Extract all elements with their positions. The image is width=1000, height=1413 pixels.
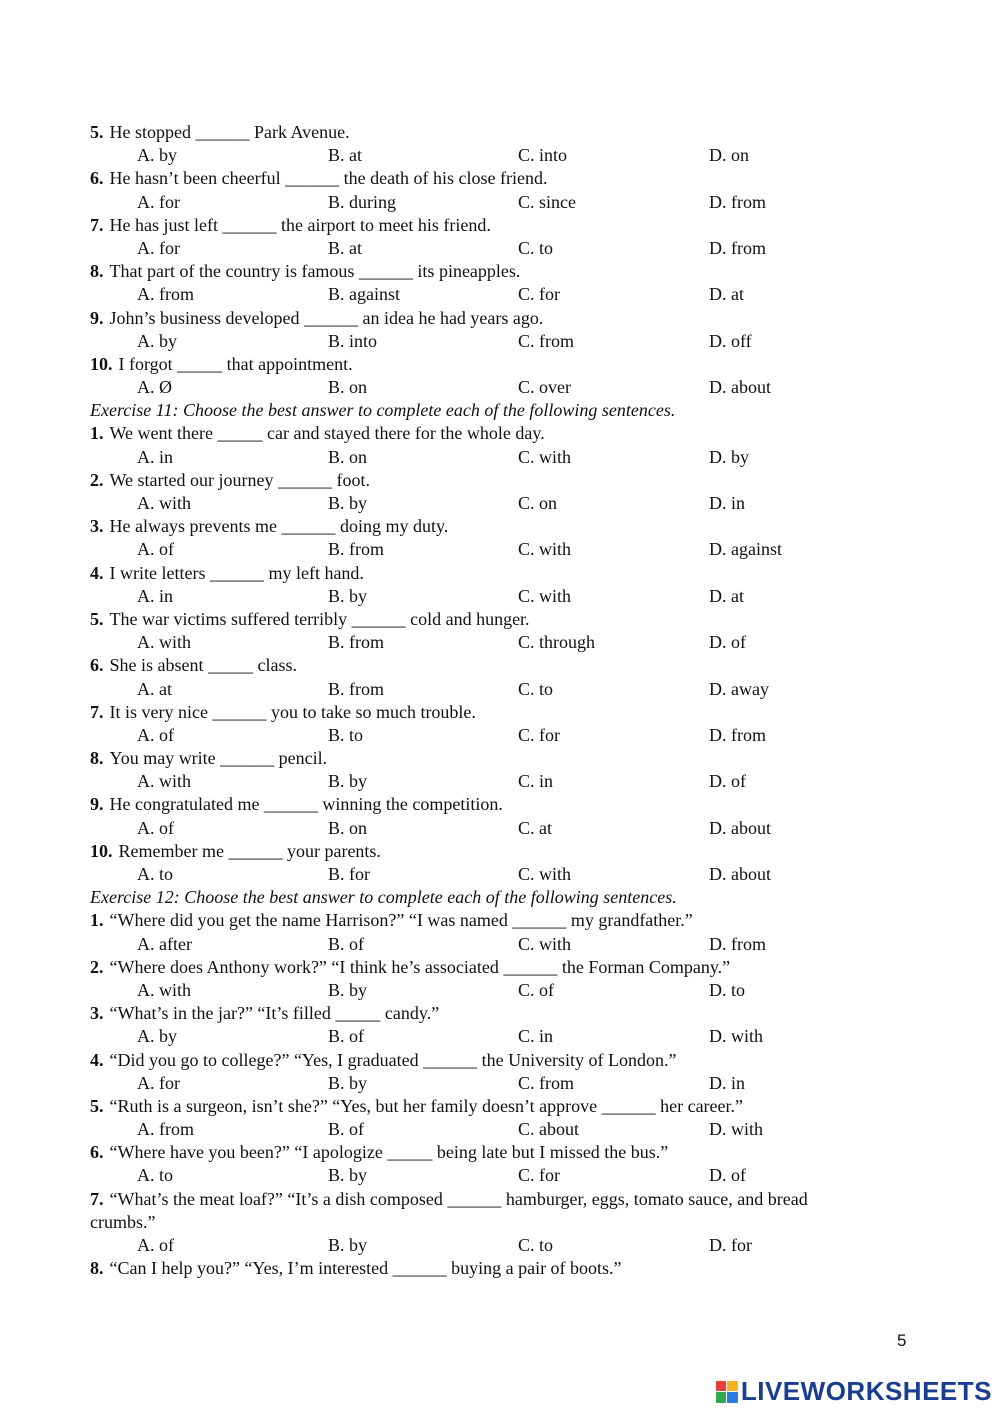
question-number: 5. bbox=[90, 608, 104, 629]
question-text: John’s business developed ______ an idea he had years ago. bbox=[109, 307, 544, 328]
answer-options bbox=[90, 237, 920, 260]
answer-options bbox=[90, 538, 920, 561]
option-a[interactable]: A. of bbox=[137, 539, 174, 560]
option-c[interactable]: C. into bbox=[518, 145, 568, 166]
question-text: You may write ______ pencil. bbox=[109, 748, 328, 769]
option-c[interactable]: C. with bbox=[518, 933, 572, 954]
option-d[interactable]: D. away bbox=[709, 678, 769, 699]
question-number: 1. bbox=[90, 423, 104, 444]
option-a[interactable]: A. with bbox=[137, 771, 191, 792]
option-b[interactable]: B. of bbox=[328, 1119, 364, 1140]
option-b[interactable]: B. by bbox=[328, 771, 368, 792]
question-number: 8. bbox=[90, 261, 104, 282]
option-c[interactable]: C. in bbox=[518, 1026, 554, 1047]
question bbox=[90, 1141, 920, 1164]
question-text: We went there _____ car and stayed there for the whole day. bbox=[109, 423, 545, 444]
answer-options bbox=[90, 1234, 920, 1257]
option-c[interactable]: C. over bbox=[518, 377, 571, 398]
question-number: 9. bbox=[90, 794, 104, 815]
question-number: 10. bbox=[90, 353, 113, 374]
option-c[interactable]: C. for bbox=[518, 284, 560, 305]
option-a[interactable]: A. with bbox=[137, 979, 191, 1000]
option-b[interactable]: B. by bbox=[328, 585, 368, 606]
answer-options bbox=[90, 770, 920, 793]
question-number: 5. bbox=[90, 122, 104, 142]
option-d[interactable]: D. at bbox=[709, 284, 744, 305]
answer-options bbox=[90, 492, 920, 515]
option-a[interactable]: A. in bbox=[137, 585, 173, 606]
option-b[interactable]: B. from bbox=[328, 632, 384, 653]
question bbox=[90, 1188, 920, 1211]
option-c[interactable]: C. with bbox=[518, 864, 572, 884]
question-text: She is absent _____ class. bbox=[109, 655, 297, 676]
question-number: 5. bbox=[90, 1095, 104, 1116]
answer-options bbox=[90, 376, 920, 399]
question bbox=[90, 1049, 920, 1072]
option-a[interactable]: A. for bbox=[137, 1072, 180, 1093]
page-number: 5 bbox=[897, 1331, 907, 1350]
option-a[interactable]: A. from bbox=[137, 1119, 194, 1140]
question-text: He hasn’t been cheerful ______ the death of his close friend. bbox=[109, 168, 548, 189]
option-a[interactable]: A. with bbox=[137, 493, 191, 513]
answer-options bbox=[90, 724, 920, 747]
answer-options bbox=[90, 933, 920, 956]
option-c[interactable]: C. for bbox=[518, 724, 560, 745]
option-d[interactable]: D. on bbox=[709, 145, 749, 166]
option-a[interactable]: A. of bbox=[137, 1235, 174, 1255]
question-number: 4. bbox=[90, 1049, 104, 1070]
question-text: I forgot _____ that appointment. bbox=[118, 353, 353, 374]
question-text: I write letters ______ my left hand. bbox=[109, 562, 364, 583]
option-d[interactable]: D. from bbox=[709, 724, 766, 745]
option-b[interactable]: B. by bbox=[328, 1235, 368, 1255]
question bbox=[90, 515, 920, 538]
option-d[interactable]: D. of bbox=[709, 632, 746, 653]
option-d[interactable]: D. about bbox=[709, 377, 771, 398]
question bbox=[90, 840, 920, 863]
option-b[interactable]: B. by bbox=[328, 979, 368, 1000]
option-d[interactable]: D. from bbox=[709, 237, 766, 258]
question-text-continued: crumbs.” bbox=[90, 1211, 156, 1232]
option-d[interactable]: D. from bbox=[709, 191, 766, 212]
question bbox=[90, 562, 920, 585]
option-b[interactable]: B. on bbox=[328, 377, 368, 398]
question-text: “Where does Anthony work?” “I think he’s associated ______ the Forman Company.” bbox=[109, 956, 731, 977]
question-number: 7. bbox=[90, 214, 104, 235]
option-b[interactable]: B. into bbox=[328, 330, 378, 351]
question bbox=[90, 1257, 920, 1280]
question-number: 7. bbox=[90, 1188, 104, 1209]
option-b[interactable]: B. from bbox=[328, 539, 384, 560]
option-b[interactable]: B. against bbox=[328, 284, 400, 305]
question bbox=[90, 701, 920, 724]
option-c[interactable]: C. to bbox=[518, 237, 554, 258]
question-text: The war victims suffered terribly ______ cold and hunger. bbox=[109, 608, 530, 629]
question bbox=[90, 214, 920, 237]
exercise-heading: Exercise 12: Choose the best answer to complete each of the following sentences. bbox=[90, 887, 677, 908]
option-c[interactable]: C. through bbox=[518, 632, 596, 653]
option-d[interactable]: D. off bbox=[709, 330, 752, 351]
question-text: That part of the country is famous ______ its pineapples. bbox=[109, 261, 521, 282]
question bbox=[90, 793, 920, 816]
option-c[interactable]: C. to bbox=[518, 678, 554, 699]
option-a[interactable]: A. after bbox=[137, 933, 192, 954]
answer-options bbox=[90, 191, 920, 214]
option-c[interactable]: C. about bbox=[518, 1119, 579, 1140]
exercise-heading: Exercise 11: Choose the best answer to complete each of the following sentences. bbox=[90, 400, 676, 421]
option-a[interactable]: A. in bbox=[137, 446, 173, 467]
option-a[interactable]: A. to bbox=[137, 1165, 173, 1186]
answer-options bbox=[90, 330, 920, 353]
option-c[interactable]: C. on bbox=[518, 493, 558, 513]
option-a[interactable]: A. with bbox=[137, 632, 191, 653]
answer-options bbox=[90, 678, 920, 701]
option-c[interactable]: C. since bbox=[518, 191, 576, 212]
question-text: He congratulated me ______ winning the competition. bbox=[109, 794, 503, 815]
question bbox=[90, 260, 920, 283]
question-number: 9. bbox=[90, 307, 104, 328]
question-text: “Where have you been?” “I apologize _____ being late but I missed the bus.” bbox=[109, 1142, 669, 1163]
question-number: 1. bbox=[90, 910, 104, 931]
question-number: 10. bbox=[90, 840, 113, 861]
option-c[interactable]: C. for bbox=[518, 1165, 560, 1186]
option-b[interactable]: B. to bbox=[328, 724, 364, 745]
answer-options bbox=[90, 1164, 920, 1187]
question-text: “Where did you get the name Harrison?” “I was named ______ my grandfather.” bbox=[109, 910, 693, 931]
question-number: 4. bbox=[90, 562, 104, 583]
option-d[interactable]: D. of bbox=[709, 1165, 746, 1186]
option-a[interactable]: A. of bbox=[137, 817, 174, 838]
question-text: He has just left ______ the airport to meet his friend. bbox=[109, 214, 491, 235]
option-d[interactable]: D. to bbox=[709, 979, 745, 1000]
option-c[interactable]: C. at bbox=[518, 817, 552, 838]
question-text: “What’s in the jar?” “It’s filled _____ candy.” bbox=[109, 1003, 440, 1024]
question bbox=[90, 422, 920, 445]
question-number: 2. bbox=[90, 956, 104, 977]
option-b[interactable]: B. from bbox=[328, 678, 384, 699]
option-b[interactable]: B. by bbox=[328, 493, 368, 513]
option-a[interactable]: A. at bbox=[137, 678, 172, 699]
option-b[interactable]: B. on bbox=[328, 817, 368, 838]
option-c[interactable]: C. from bbox=[518, 1072, 574, 1093]
question bbox=[90, 747, 920, 770]
answer-options bbox=[90, 585, 920, 608]
question bbox=[90, 1002, 920, 1025]
question-number: 6. bbox=[90, 168, 104, 189]
option-c[interactable]: C. with bbox=[518, 446, 572, 467]
option-a[interactable]: A. by bbox=[137, 145, 177, 166]
option-d[interactable]: D. by bbox=[709, 446, 749, 467]
question-text: “What’s the meat loaf?” “It’s a dish composed ______ hamburger, eggs, tomato sauce, and bread bbox=[109, 1188, 808, 1209]
option-a[interactable]: A. to bbox=[137, 864, 173, 884]
option-b[interactable]: B. of bbox=[328, 1026, 364, 1047]
option-d[interactable]: D. about bbox=[709, 817, 771, 838]
option-a[interactable]: A. for bbox=[137, 191, 180, 212]
liveworksheets-logo[interactable] bbox=[716, 1376, 992, 1407]
question-text: He stopped ______ Park Avenue. bbox=[109, 122, 350, 142]
answer-options bbox=[90, 979, 920, 1002]
option-b[interactable]: B. for bbox=[328, 864, 370, 884]
question-text: We started our journey ______ foot. bbox=[109, 469, 370, 490]
question-text: “Can I help you?” “Yes, I’m interested ______ buying a pair of boots.” bbox=[109, 1258, 622, 1279]
option-b[interactable]: B. by bbox=[328, 1072, 368, 1093]
answer-options bbox=[90, 283, 920, 306]
option-b[interactable]: B. at bbox=[328, 145, 362, 166]
question-text: He always prevents me ______ doing my duty. bbox=[109, 516, 449, 537]
question-number: 3. bbox=[90, 516, 104, 537]
question-text: Remember me ______ your parents. bbox=[118, 840, 381, 861]
question bbox=[90, 654, 920, 677]
worksheet-content bbox=[90, 121, 920, 1280]
option-c[interactable]: C. with bbox=[518, 585, 572, 606]
option-a[interactable]: A. Ø bbox=[137, 377, 172, 398]
question-number: 3. bbox=[90, 1003, 104, 1024]
option-a[interactable]: A. by bbox=[137, 330, 177, 351]
option-d[interactable]: D. for bbox=[709, 1235, 752, 1255]
answer-options bbox=[90, 1118, 920, 1141]
question bbox=[90, 353, 920, 376]
question-text: “Ruth is a surgeon, isn’t she?” “Yes, but her family doesn’t approve ______ her career.” bbox=[109, 1095, 744, 1116]
option-a[interactable]: A. by bbox=[137, 1026, 177, 1047]
option-d[interactable]: D. in bbox=[709, 493, 745, 513]
option-d[interactable]: D. about bbox=[709, 864, 771, 884]
option-d[interactable]: D. from bbox=[709, 933, 766, 954]
option-b[interactable]: B. of bbox=[328, 933, 364, 954]
question-text: “Did you go to college?” “Yes, I graduated ______ the University of London.” bbox=[109, 1049, 677, 1070]
question bbox=[90, 167, 920, 190]
question bbox=[90, 1095, 920, 1118]
option-d[interactable]: D. with bbox=[709, 1119, 763, 1140]
option-d[interactable]: D. of bbox=[709, 771, 746, 792]
question-number: 8. bbox=[90, 748, 104, 769]
question-text: It is very nice ______ you to take so much trouble. bbox=[109, 701, 476, 722]
option-b[interactable]: B. on bbox=[328, 446, 368, 467]
option-a[interactable]: A. from bbox=[137, 284, 194, 305]
question bbox=[90, 956, 920, 979]
answer-options bbox=[90, 1072, 920, 1095]
answer-options bbox=[90, 144, 920, 167]
option-b[interactable]: B. at bbox=[328, 237, 362, 258]
answer-options bbox=[90, 446, 920, 469]
answer-options bbox=[90, 631, 920, 654]
option-b[interactable]: B. by bbox=[328, 1165, 368, 1186]
question bbox=[90, 469, 920, 492]
question-number: 6. bbox=[90, 655, 104, 676]
option-c[interactable]: C. from bbox=[518, 330, 574, 351]
liveworksheets-logo-icon bbox=[716, 1381, 738, 1403]
question bbox=[90, 121, 920, 144]
option-d[interactable]: D. at bbox=[709, 585, 744, 606]
option-d[interactable]: D. in bbox=[709, 1072, 745, 1093]
option-d[interactable]: D. against bbox=[709, 539, 782, 560]
answer-options bbox=[90, 863, 920, 886]
option-d[interactable]: D. with bbox=[709, 1026, 763, 1047]
answer-options bbox=[90, 1025, 920, 1048]
question-number: 8. bbox=[90, 1258, 104, 1279]
option-c[interactable]: C. in bbox=[518, 771, 554, 792]
option-c[interactable]: C. with bbox=[518, 539, 572, 560]
question bbox=[90, 909, 920, 932]
option-a[interactable]: A. of bbox=[137, 724, 174, 745]
logo-text: LIVEWORKSHEETS bbox=[740, 1376, 992, 1406]
answer-options bbox=[90, 817, 920, 840]
question bbox=[90, 307, 920, 330]
option-c[interactable]: C. to bbox=[518, 1235, 554, 1255]
option-a[interactable]: A. for bbox=[137, 237, 180, 258]
question-number: 6. bbox=[90, 1142, 104, 1163]
question bbox=[90, 608, 920, 631]
option-b[interactable]: B. during bbox=[328, 191, 397, 212]
option-c[interactable]: C. of bbox=[518, 979, 554, 1000]
question-number: 2. bbox=[90, 469, 104, 490]
question-number: 7. bbox=[90, 701, 104, 722]
